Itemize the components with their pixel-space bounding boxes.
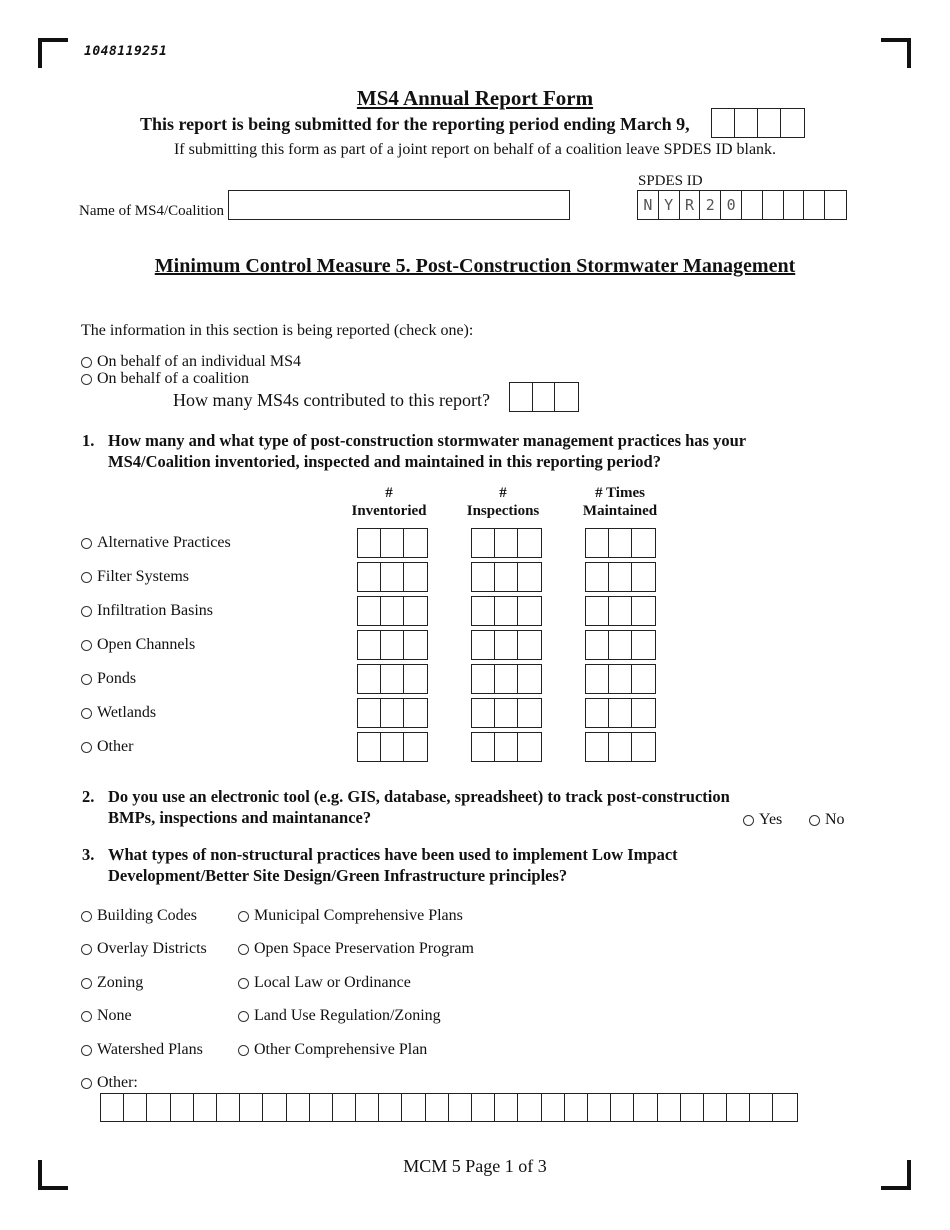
char-box[interactable] xyxy=(588,1094,611,1121)
digit-box[interactable] xyxy=(381,563,404,591)
digit-box[interactable] xyxy=(358,529,381,557)
inspections-count-input[interactable] xyxy=(471,596,542,626)
digit-box[interactable] xyxy=(495,665,518,693)
digit-box[interactable] xyxy=(381,733,404,761)
option-no[interactable] xyxy=(809,811,845,829)
practice-label: Other xyxy=(97,738,134,755)
option-label: Municipal Comprehensive Plans xyxy=(254,907,463,924)
digit-box[interactable] xyxy=(609,631,632,659)
practice-option[interactable] xyxy=(81,738,133,756)
other-text-input[interactable] xyxy=(100,1093,798,1122)
radio-icon[interactable] xyxy=(809,815,820,826)
digit-box[interactable] xyxy=(632,563,655,591)
radio-icon[interactable] xyxy=(81,674,92,685)
digit-box[interactable] xyxy=(586,733,609,761)
char-box[interactable] xyxy=(565,1094,588,1121)
practice-label: Ponds xyxy=(97,670,137,687)
spdes-char-box[interactable]: R xyxy=(680,191,701,219)
digit-box[interactable] xyxy=(609,597,632,625)
left-practice-option[interactable] xyxy=(81,1007,132,1025)
practice-option[interactable] xyxy=(81,568,189,586)
digit-box[interactable] xyxy=(609,733,632,761)
option-label: Zoning xyxy=(97,974,144,991)
char-box[interactable] xyxy=(171,1094,194,1121)
digit-box[interactable] xyxy=(404,665,427,693)
char-box[interactable] xyxy=(310,1094,333,1121)
digit-box[interactable] xyxy=(472,563,495,591)
option-label: Other: xyxy=(97,1074,138,1091)
radio-icon[interactable] xyxy=(81,1078,92,1089)
char-box[interactable] xyxy=(194,1094,217,1121)
digit-box[interactable] xyxy=(381,699,404,727)
left-practice-option[interactable] xyxy=(81,907,197,925)
radio-icon[interactable] xyxy=(81,911,92,922)
left-practice-option[interactable] xyxy=(81,974,143,992)
char-box[interactable] xyxy=(611,1094,634,1121)
digit-box[interactable] xyxy=(358,665,381,693)
maintained-count-input[interactable] xyxy=(585,596,656,626)
reporting-year-input[interactable] xyxy=(711,108,805,138)
option-yes[interactable] xyxy=(743,811,782,829)
char-box[interactable] xyxy=(287,1094,310,1121)
question-number: 1. xyxy=(82,431,95,450)
digit-box[interactable] xyxy=(586,529,609,557)
question-text-line2: Development/Better Site Design/Green Infrastructure principles? xyxy=(108,866,568,885)
char-box[interactable] xyxy=(356,1094,379,1121)
inspections-count-input[interactable] xyxy=(471,732,542,762)
digit-box[interactable] xyxy=(472,665,495,693)
inventoried-count-input[interactable] xyxy=(357,630,428,660)
year-digit-box[interactable] xyxy=(735,109,758,137)
inventoried-count-input[interactable] xyxy=(357,562,428,592)
left-practice-option[interactable] xyxy=(81,940,207,958)
maintained-count-input[interactable] xyxy=(585,664,656,694)
digit-box[interactable] xyxy=(358,563,381,591)
option-label: Yes xyxy=(759,811,783,828)
question-text-line1: Do you use an electronic tool (e.g. GIS, database, spreadsheet) to track post-construction xyxy=(108,787,730,806)
inspections-count-input[interactable] xyxy=(471,562,542,592)
radio-icon[interactable] xyxy=(238,911,249,922)
practice-label: Alternative Practices xyxy=(97,534,231,551)
radio-icon[interactable] xyxy=(81,357,92,368)
practice-option[interactable] xyxy=(81,704,156,722)
radio-icon[interactable] xyxy=(81,944,92,955)
radio-icon[interactable] xyxy=(81,374,92,385)
char-box[interactable] xyxy=(727,1094,750,1121)
spdes-char-box[interactable]: N xyxy=(638,191,659,219)
spdes-char-box[interactable]: Y xyxy=(659,191,680,219)
option-individual-ms4[interactable] xyxy=(81,353,301,371)
option-label: Building Codes xyxy=(97,907,198,924)
digit-box[interactable] xyxy=(404,529,427,557)
inventoried-count-input[interactable] xyxy=(357,664,428,694)
radio-icon[interactable] xyxy=(81,538,92,549)
digit-box[interactable] xyxy=(472,699,495,727)
digit-box[interactable] xyxy=(472,631,495,659)
digit-box[interactable] xyxy=(404,733,427,761)
inspections-count-input[interactable] xyxy=(471,698,542,728)
digit-box[interactable] xyxy=(632,597,655,625)
section-title: Minimum Control Measure 5. Post-Construction Stormwater Management xyxy=(154,255,796,277)
radio-icon[interactable] xyxy=(238,1011,249,1022)
option-other[interactable] xyxy=(81,1074,138,1092)
char-box[interactable] xyxy=(124,1094,147,1121)
inventoried-count-input[interactable] xyxy=(357,732,428,762)
digit-box[interactable] xyxy=(381,597,404,625)
reporting-period-text: This report is being submitted for the reporting period ending March 9, xyxy=(140,114,690,134)
year-digit-box[interactable] xyxy=(758,109,781,137)
option-label: Land Use Regulation/Zoning xyxy=(254,1007,441,1024)
option-label: On behalf of an individual MS4 xyxy=(97,353,301,370)
digit-box[interactable] xyxy=(632,699,655,727)
spdes-char-box[interactable]: 2 xyxy=(700,191,721,219)
char-box[interactable] xyxy=(379,1094,402,1121)
digit-box[interactable] xyxy=(358,733,381,761)
right-practice-option[interactable] xyxy=(238,1041,427,1059)
digit-box[interactable] xyxy=(495,733,518,761)
spdes-char-box[interactable] xyxy=(763,191,784,219)
practice-option[interactable] xyxy=(81,670,136,688)
digit-box[interactable] xyxy=(404,597,427,625)
radio-icon[interactable] xyxy=(81,606,92,617)
registration-mark-top-right xyxy=(881,38,911,68)
digit-box[interactable] xyxy=(586,563,609,591)
question-number: 3. xyxy=(82,845,95,864)
right-practice-option[interactable] xyxy=(238,974,411,992)
option-coalition[interactable] xyxy=(81,370,249,388)
maintained-count-input[interactable] xyxy=(585,630,656,660)
radio-icon[interactable] xyxy=(238,978,249,989)
digit-box[interactable] xyxy=(518,597,541,625)
question-number: 2. xyxy=(82,787,95,806)
digit-box[interactable] xyxy=(586,699,609,727)
radio-icon[interactable] xyxy=(81,742,92,753)
digit-box[interactable] xyxy=(495,529,518,557)
column-header-inventoried: # Inventoried xyxy=(351,485,427,519)
ms4-name-label: Name of MS4/Coalition xyxy=(79,203,224,219)
digit-box[interactable] xyxy=(381,665,404,693)
char-box[interactable] xyxy=(217,1094,240,1121)
option-label: On behalf of a coalition xyxy=(97,370,249,387)
digit-box[interactable] xyxy=(510,383,533,411)
digit-box[interactable] xyxy=(472,529,495,557)
maintained-count-input[interactable] xyxy=(585,528,656,558)
form-title: MS4 Annual Report Form xyxy=(356,86,594,110)
digit-box[interactable] xyxy=(518,665,541,693)
digit-box[interactable] xyxy=(495,699,518,727)
digit-box[interactable] xyxy=(518,631,541,659)
digit-box[interactable] xyxy=(358,699,381,727)
column-header-maintained: # Times Maintained xyxy=(582,485,658,519)
right-practice-option[interactable] xyxy=(238,907,463,925)
digit-box[interactable] xyxy=(518,563,541,591)
digit-box[interactable] xyxy=(495,597,518,625)
radio-icon[interactable] xyxy=(81,1011,92,1022)
maintained-count-input[interactable] xyxy=(585,562,656,592)
inspections-count-input[interactable] xyxy=(471,528,542,558)
maintained-count-input[interactable] xyxy=(585,732,656,762)
char-box[interactable] xyxy=(333,1094,356,1121)
digit-box[interactable] xyxy=(609,665,632,693)
question-text-line1: What types of non-structural practices have been used to implement Low Impact xyxy=(108,845,678,864)
digit-box[interactable] xyxy=(632,665,655,693)
digit-box[interactable] xyxy=(586,597,609,625)
option-label: Other Comprehensive Plan xyxy=(254,1041,428,1058)
radio-icon[interactable] xyxy=(81,640,92,651)
year-digit-box[interactable] xyxy=(712,109,735,137)
inventoried-count-input[interactable] xyxy=(357,698,428,728)
digit-box[interactable] xyxy=(358,631,381,659)
digit-box[interactable] xyxy=(518,733,541,761)
digit-box[interactable] xyxy=(404,563,427,591)
char-box[interactable] xyxy=(240,1094,263,1121)
option-label: None xyxy=(97,1007,132,1024)
char-box[interactable] xyxy=(402,1094,425,1121)
digit-box[interactable] xyxy=(609,699,632,727)
option-label: Open Space Preservation Program xyxy=(254,940,474,957)
right-practice-option[interactable] xyxy=(238,940,474,958)
inventoried-count-input[interactable] xyxy=(357,528,428,558)
digit-box[interactable] xyxy=(632,631,655,659)
practice-label: Wetlands xyxy=(97,704,157,721)
digit-box[interactable] xyxy=(586,665,609,693)
char-box[interactable] xyxy=(472,1094,495,1121)
inventoried-count-input[interactable] xyxy=(357,596,428,626)
radio-icon[interactable] xyxy=(81,708,92,719)
practice-option[interactable] xyxy=(81,602,213,620)
char-box[interactable] xyxy=(263,1094,286,1121)
char-box[interactable] xyxy=(704,1094,727,1121)
spdes-char-box[interactable]: 0 xyxy=(721,191,742,219)
char-box[interactable] xyxy=(426,1094,449,1121)
digit-box[interactable] xyxy=(609,529,632,557)
ms4-name-input[interactable] xyxy=(228,190,570,220)
left-practice-option[interactable] xyxy=(81,1041,203,1059)
option-label: Watershed Plans xyxy=(97,1041,203,1058)
digit-box[interactable] xyxy=(472,597,495,625)
spdes-char-box[interactable] xyxy=(825,191,846,219)
char-box[interactable] xyxy=(773,1094,796,1121)
radio-icon[interactable] xyxy=(81,572,92,583)
reporting-basis-instruction: The information in this section is being reported (check one): xyxy=(81,322,474,339)
joint-report-note: If submitting this form as part of a joint report on behalf of a coalition leave SPDES ID blank. xyxy=(173,141,777,158)
inspections-count-input[interactable] xyxy=(471,664,542,694)
char-box[interactable] xyxy=(518,1094,541,1121)
char-box[interactable] xyxy=(681,1094,704,1121)
question-text-line2: BMPs, inspections and maintanance? xyxy=(108,808,372,827)
char-box[interactable] xyxy=(542,1094,565,1121)
page-number: MCM 5 Page 1 of 3 xyxy=(403,1156,547,1176)
digit-box[interactable] xyxy=(586,631,609,659)
radio-icon[interactable] xyxy=(81,978,92,989)
inspections-count-input[interactable] xyxy=(471,630,542,660)
form-id: 1048119251 xyxy=(84,44,168,59)
digit-box[interactable] xyxy=(555,383,578,411)
option-label: Overlay Districts xyxy=(97,940,207,957)
spdes-id-label: SPDES ID xyxy=(638,173,703,189)
spdes-char-box[interactable] xyxy=(804,191,825,219)
right-practice-option[interactable] xyxy=(238,1007,441,1025)
digit-box[interactable] xyxy=(404,699,427,727)
char-box[interactable] xyxy=(101,1094,124,1121)
ms4-count-label: How many MS4s contributed to this report? xyxy=(173,390,490,410)
char-box[interactable] xyxy=(750,1094,773,1121)
digit-box[interactable] xyxy=(518,699,541,727)
char-box[interactable] xyxy=(658,1094,681,1121)
radio-icon[interactable] xyxy=(743,815,754,826)
radio-icon[interactable] xyxy=(81,1045,92,1056)
digit-box[interactable] xyxy=(533,383,556,411)
digit-box[interactable] xyxy=(358,597,381,625)
digit-box[interactable] xyxy=(632,529,655,557)
spdes-char-box[interactable] xyxy=(784,191,805,219)
digit-box[interactable] xyxy=(632,733,655,761)
digit-box[interactable] xyxy=(472,733,495,761)
digit-box[interactable] xyxy=(495,563,518,591)
question-text-line1: How many and what type of post-construction stormwater management practices has your xyxy=(108,431,747,450)
digit-box[interactable] xyxy=(404,631,427,659)
column-header-inspections: # Inspections xyxy=(466,485,540,519)
registration-mark-top-left xyxy=(38,38,68,68)
practice-option[interactable] xyxy=(81,534,231,552)
practice-label: Open Channels xyxy=(97,636,196,653)
digit-box[interactable] xyxy=(495,631,518,659)
char-box[interactable] xyxy=(147,1094,170,1121)
digit-box[interactable] xyxy=(381,631,404,659)
spdes-char-box[interactable] xyxy=(742,191,763,219)
question-text-line2: MS4/Coalition inventoried, inspected and maintained in this reporting period? xyxy=(108,452,661,471)
option-label: No xyxy=(825,811,845,828)
char-box[interactable] xyxy=(449,1094,472,1121)
ms4-count-input[interactable] xyxy=(509,382,579,412)
digit-box[interactable] xyxy=(381,529,404,557)
radio-icon[interactable] xyxy=(238,1045,249,1056)
char-box[interactable] xyxy=(634,1094,657,1121)
year-digit-box[interactable] xyxy=(781,109,804,137)
digit-box[interactable] xyxy=(609,563,632,591)
practice-label: Filter Systems xyxy=(97,568,190,585)
practice-option[interactable] xyxy=(81,636,195,654)
practice-label: Infiltration Basins xyxy=(97,602,213,619)
spdes-id-input[interactable] xyxy=(637,190,847,220)
char-box[interactable] xyxy=(495,1094,518,1121)
maintained-count-input[interactable] xyxy=(585,698,656,728)
radio-icon[interactable] xyxy=(238,944,249,955)
digit-box[interactable] xyxy=(518,529,541,557)
option-label: Local Law or Ordinance xyxy=(254,974,411,991)
